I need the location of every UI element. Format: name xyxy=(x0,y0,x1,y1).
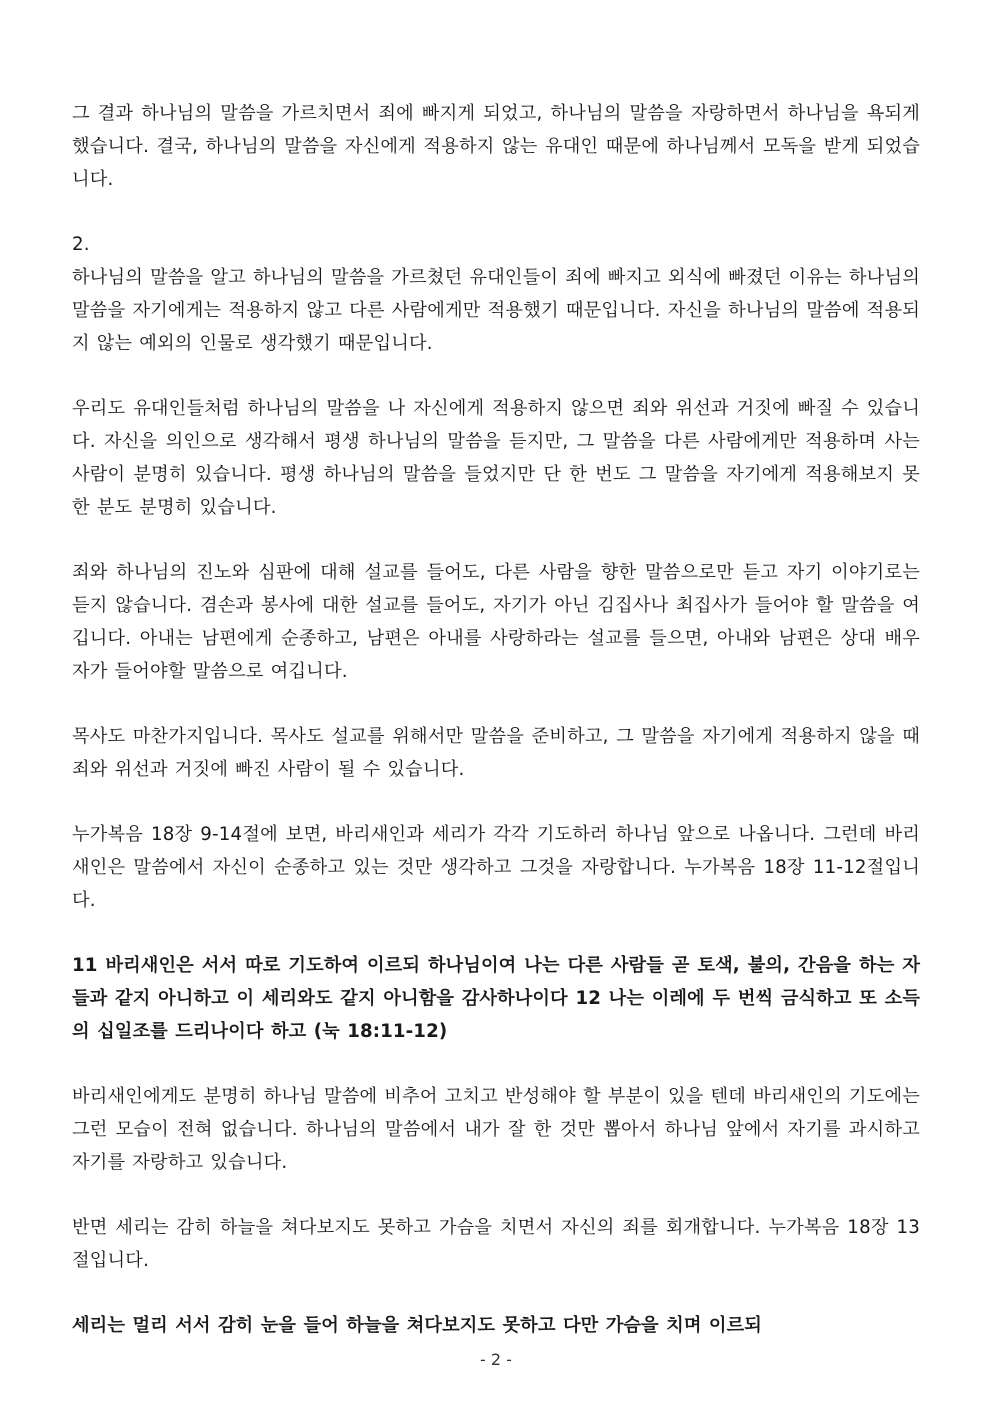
paragraph-pharisee: 바리새인에게도 분명히 하나님 말씀에 비추어 고치고 반성해야 할 부분이 있을 텐데 바리새인의 기도에는 그런 모습이 전혀 없습니다. 하나님의 말씀에서 내가 잘 한 것만 뽑아서 하나님 앞에서 자기를 과시하고 자기를 자랑하고 있습니다. xyxy=(72,1086,920,1173)
paragraph-reason: 하나님의 말씀을 알고 하나님의 말씀을 가르쳤던 유대인들이 죄에 빠지고 외식에 빠졌던 이유는 하나님의 말씀을 자기에게는 적용하지 않고 다른 사람에게만 적용했기 때문입니다. 자신을 하나님의 말씀에 적용되지 않는 예외의 인물로 생각했기 때문입니다. xyxy=(72,267,920,354)
paragraph-pastors: 목사도 마찬가지입니다. 목사도 설교를 위해서만 말씀을 준비하고, 그 말씀을 자기에게 적용하지 않을 때 죄와 위선과 거짓에 빠진 사람이 될 수 있습니다. xyxy=(72,726,920,780)
section-number: 2. xyxy=(72,234,90,255)
paragraph-luke-intro: 누가복음 18장 9-14절에 보면, 바리새인과 세리가 각각 기도하러 하나님 앞으로 나옵니다. 그런데 바리새인은 말씀에서 자신이 순종하고 있는 것만 생각하고 그것을 자랑합니다. 누가복음 18장 11-12절입니다. xyxy=(72,824,920,911)
paragraph-tax-collector: 반면 세리는 감히 하늘을 쳐다보지도 못하고 가슴을 치면서 자신의 죄를 회개합니다. 누가복음 18장 13절입니다. xyxy=(72,1217,920,1271)
paragraph-us-too: 우리도 유대인들처럼 하나님의 말씀을 나 자신에게 적용하지 않으면 죄와 위선과 거짓에 빠질 수 있습니다. 자신을 의인으로 생각해서 평생 하나님의 말씀을 듣지만, 그 말씀을 다른 사람에게만 적용하며 사는 사람이 분명히 있습니다. 평생 하나님의 말씀을 들었지만 단 한 번도 그 말씀을 자기에게 적용해보지 못한 분도 분명히 있습니다. xyxy=(72,398,920,518)
scripture-quote-luke-18-11-12: 11 바리새인은 서서 따로 기도하여 이르되 하나님이여 나는 다른 사람들 곧 토색, 불의, 간음을 하는 자들과 같지 아니하고 이 세리와도 같지 아니함을 감사하나이다 12 나는 이레에 두 번씩 금식하고 또 소득의 십일조를 드리나이다 하고 (눅 18:11-12) xyxy=(72,955,920,1042)
document-body xyxy=(72,97,920,1342)
scripture-quote-luke-18-13: 세리는 멀리 서서 감히 눈을 들어 하늘을 쳐다보지도 못하고 다만 가슴을 치며 이르되 xyxy=(72,1315,762,1336)
paragraph-result: 그 결과 하나님의 말씀을 가르치면서 죄에 빠지게 되었고, 하나님의 말씀을 자랑하면서 하나님을 욕되게 했습니다. 결국, 하나님의 말씀을 자신에게 적용하지 않는 유대인 때문에 하나님께서 모독을 받게 되었습니다. xyxy=(72,103,920,190)
page-number: - 2 - xyxy=(480,1350,512,1369)
paragraph-sermons: 죄와 하나님의 진노와 심판에 대해 설교를 들어도, 다른 사람을 향한 말씀으로만 듣고 자기 이야기로는 듣지 않습니다. 겸손과 봉사에 대한 설교를 들어도, 자기가 아닌 김집사나 최집사가 들어야 할 말씀을 여깁니다. 아내는 남편에게 순종하고, 남편은 아내를 사랑하라는 설교를 들으면, 아내와 남편은 상대 배우자가 들어야할 말씀으로 여깁니다. xyxy=(72,562,920,682)
